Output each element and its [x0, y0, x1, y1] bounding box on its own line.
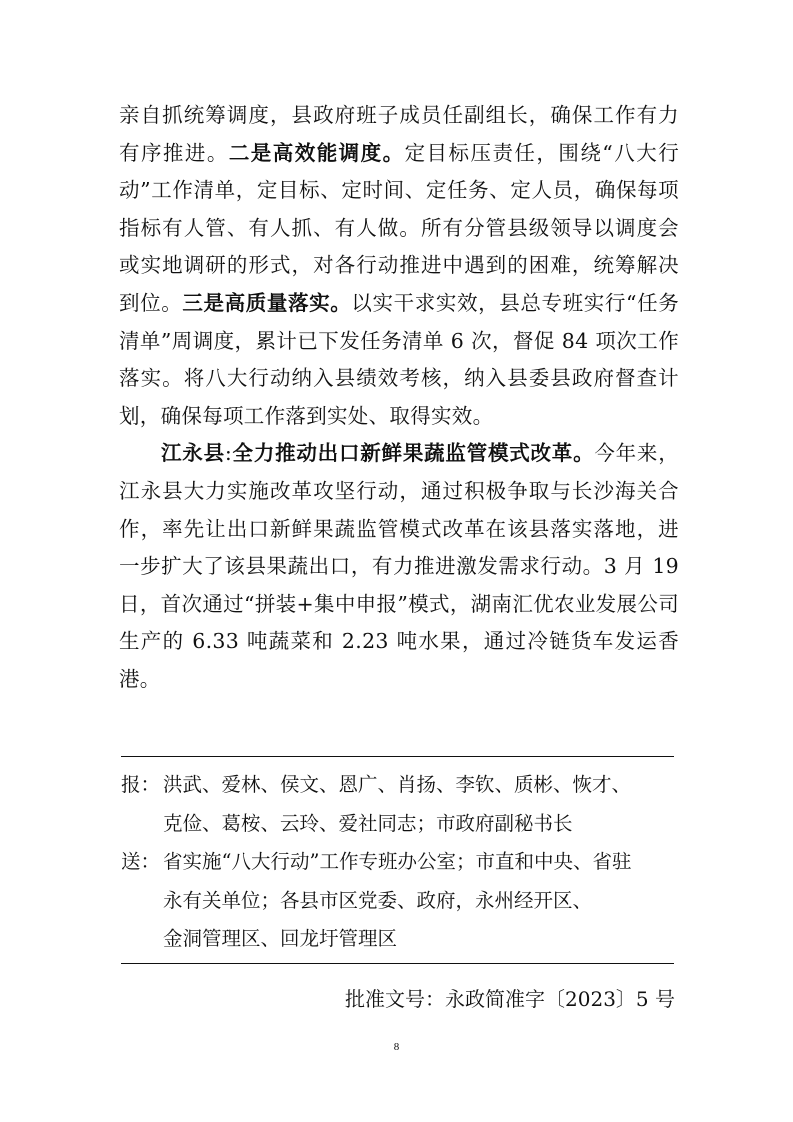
- report-label: 报：: [121, 773, 161, 796]
- send-row: [121, 843, 676, 882]
- bold-heading-2: 二是高效能调度。: [228, 140, 405, 165]
- send-line: 永有关单位；各县市区党委、政府，永州经开区、: [163, 888, 593, 912]
- report-row-cont: [121, 805, 676, 844]
- top-rule: [121, 756, 674, 757]
- report-row: [121, 766, 676, 805]
- paragraph-text: 亲自抓统筹调度，县政府班子成员任副组长，确保工作有力有序推进。: [119, 103, 679, 165]
- paragraph-continuation: [119, 97, 679, 435]
- send-row-cont: [121, 882, 676, 921]
- bold-heading-3: 三是高质量落实。: [182, 290, 352, 315]
- paragraph-jiangyong: [119, 435, 679, 698]
- page-number: 8: [393, 1041, 400, 1053]
- report-line: 克俭、葛桉、云玲、爱社同志；市政府副秘书长: [163, 811, 573, 835]
- separator: :: [224, 441, 233, 466]
- bold-headline: 全力推动出口新鲜果蔬监管模式改革。: [232, 441, 595, 466]
- bottom-rule: [121, 963, 674, 964]
- body-text: [119, 97, 679, 699]
- send-label: 送：: [121, 850, 161, 873]
- distribution-list: [121, 766, 676, 959]
- paragraph-text: 今年来，江永县大力实施改革攻坚行动，通过积极争取与长沙海关合作，率先让出口新鲜果蔬监管模式改革在该县落实落地，进一步扩大了该县果蔬出口，有力推进激发需求行动。3 月 19 日，首次通过“拼装+集中申报”模式，湖南汇优农业发展公司生产的 6.33 吨蔬菜和 2.23 吨水果，通过冷链货车发运香港。: [119, 441, 680, 691]
- send-line: 省实施“八大行动”工作专班办公室；市直和中央、省驻: [163, 850, 632, 873]
- send-row-cont: [121, 920, 676, 959]
- send-line: 金洞管理区、回龙圩管理区: [163, 927, 398, 950]
- approval-number: 批准文号：永政简准字〔2023〕5 号: [345, 987, 675, 1011]
- report-line: 洪武、爱林、侯文、恩广、肖扬、李钦、质彬、恢才、: [163, 773, 632, 796]
- paragraph-text: 以实干求实效，县总专班实行“任务清单”周调度，累计已下发任务清单 6 次，督促 84 项次工作落实。将八大行动纳入县绩效考核，纳入县委县政府督查计划，确保每项工作落到实处、取得实效。: [119, 290, 680, 428]
- county-name: 江永县: [161, 441, 225, 466]
- paragraph-text: 定目标压责任，围绕“八大行动”工作清单，定目标、定时间、定任务、定人员，确保每项指标有人管、有人抓、有人做。所有分管县级领导以调度会或实地调研的形式，对各行动推进中遇到的困难，统筹解决到位。: [119, 140, 679, 315]
